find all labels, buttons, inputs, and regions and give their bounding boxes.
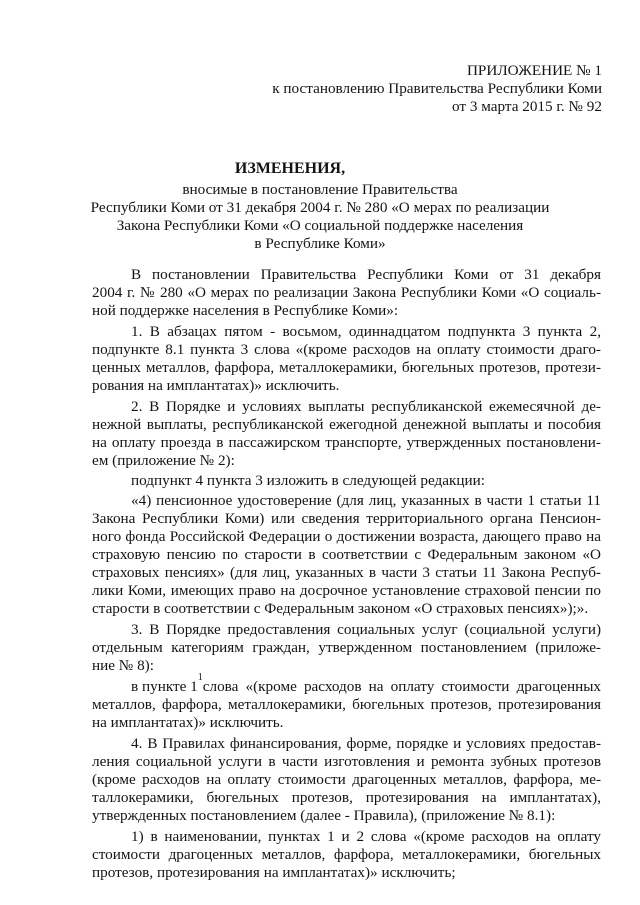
title-subtitle-1: вносимые в постановление Правительства [182,181,458,198]
body-line: на оплату проезда в пассажирском транспорте, утвержденных постановлени- [92,434,601,451]
body-line: ние № 8): [92,657,154,674]
body-line: подпункт 4 пункта 3 изложить в следующей редакции: [131,472,485,489]
body-line: 2. В Порядке и условиях выплаты республиканской ежемесячной де- [131,398,601,415]
body-line: В постановлении Правительства Республики Коми от 31 декабря [131,266,601,283]
body-line: (кроме расходов на оплату стоимости драгоценных металлов, фарфора, ме- [92,771,601,788]
body-line: металлов, фарфора, металлокерамики, бюгельных протезов, протезирования [92,696,601,713]
appendix-number: ПРИЛОЖЕНИЕ № 1 [466,62,602,79]
body-line: ем (приложение № 2): [92,452,235,469]
title-subtitle-3: Закона Республики Коми «О социальной поддержке населения [116,217,524,234]
body-line: 2004 г. № 280 «О мерах по реализации Закона Республики Коми «О социаль- [92,284,601,301]
body-line: стоимости драгоценных металлов, фарфора, металлокерамики, бюгельных [92,846,601,863]
body-line: ной поддержке населения в Республике Коми»: [92,302,399,319]
body-line-rest: слова «(кроме расходов на оплату стоимости драгоценных [202,678,601,695]
body-line: страховых пенсиях» (для лиц, указанных в части 3 статьи 11 Закона Респуб- [92,564,601,581]
appendix-date: от 3 марта 2015 г. № 92 [452,98,602,115]
body-line: ления социальной услуги в части изготовления и ремонта зубных протезов [92,753,601,770]
body-line-start: в пункте 1 [131,678,198,695]
body-line: 1. В абзацах пятом - восьмом, одиннадцатом подпункта 3 пункта 2, [131,323,601,340]
title-subtitle-2: Республики Коми от 31 декабря 2004 г. № 280 «О мерах по реализации [90,199,550,216]
body-line: Закона Республики Коми) или сведения территориального органа Пенсион- [92,510,601,527]
body-line [131,672,601,696]
body-line: 4. В Правилах финансирования, форме, порядке и условиях предостав- [131,735,601,752]
body-line: страховую пенсию по старости в соответствии с Федеральным законом «О [92,546,601,563]
body-line: ного фонда Российской Федерации о достижении возраста, дающего право на [92,528,601,545]
body-line: нежной выплаты, республиканской ежегодной денежной выплаты и пособия [92,416,601,433]
body-line: рования на имплантатах)» исключить. [92,377,340,394]
body-line: 3. В Порядке предоставления социальных услуг (социальной услуги) [131,621,601,638]
body-line: на имплантатах)» исключить. [92,714,284,731]
body-line: утвержденных постановлением (далее - Правила), (приложение № 8.1): [92,807,556,824]
body-line: лики Коми, имеющих право на досрочное установление страховой пенсии по [92,582,601,599]
body-line: старости в соответствии с Федеральным законом «О страховых пенсиях»);». [92,600,589,617]
body-line: подпункте 8.1 пункта 3 слова «(кроме расходов на оплату стоимости драго- [92,341,601,358]
body-line: 1) в наименовании, пунктах 1 и 2 слова «(кроме расходов на оплату [131,828,601,845]
appendix-reference: к постановлению Правительства Республики Коми [272,80,602,97]
title-subtitle-4: в Республике Коми» [254,235,386,252]
footnote-superscript: 1 [197,672,203,683]
body-line: ценных металлов, фарфора, металлокерамики, бюгельных протезов, протези- [92,359,601,376]
document-title: ИЗМЕНЕНИЯ, [234,160,346,177]
body-line: таллокерамики, бюгельных протезов, протезирования на имплантатах), [92,789,601,806]
body-line: протезов, протезирования на имплантатах)» исключить; [92,864,456,881]
body-line: «4) пенсионное удостоверение (для лиц, указанных в части 1 статьи 11 [131,492,601,509]
body-line: отдельным категориям граждан, утвержденном постановлением (приложе- [92,639,601,656]
